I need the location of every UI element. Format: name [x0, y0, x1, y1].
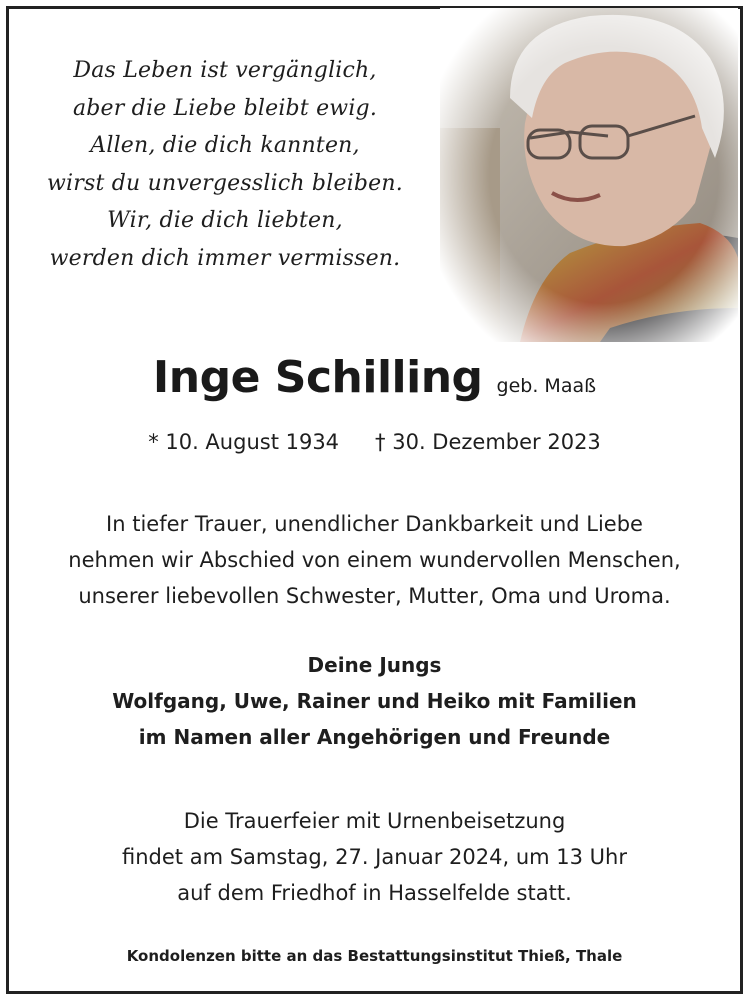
poem-line: werden dich immer vermissen. — [49, 245, 401, 271]
deceased-name-row — [0, 352, 749, 403]
birth-name: geb. Maaß — [496, 375, 597, 397]
farewell-message — [0, 506, 749, 614]
mourners-line: Wolfgang, Uwe, Rainer und Heiko mit Familien — [112, 689, 637, 713]
death-date: † 30. Dezember 2023 — [375, 430, 601, 454]
message-line: nehmen wir Abschied von einem wundervollen Menschen, — [68, 548, 681, 572]
poem-line: wirst du unvergesslich bleiben. — [47, 170, 403, 196]
mourners-list — [0, 647, 749, 755]
poem-line: Das Leben ist vergänglich, — [73, 58, 377, 83]
ceremony-line: auf dem Friedhof in Hasselfelde statt. — [177, 881, 572, 905]
memorial-poem — [20, 52, 430, 277]
ceremony-line: Die Trauerfeier mit Urnenbeisetzung — [183, 809, 566, 833]
birth-date: * 10. August 1934 — [148, 430, 340, 454]
message-line: unserer liebevollen Schwester, Mutter, Oma und Uroma. — [78, 584, 671, 608]
poem-line: Allen, die dich kannten, — [90, 133, 360, 158]
ceremony-line: findet am Samstag, 27. Januar 2024, um 13 Uhr — [122, 845, 627, 869]
ceremony-info — [0, 803, 749, 911]
life-dates — [0, 430, 749, 454]
mourners-line: im Namen aller Angehörigen und Freunde — [138, 725, 611, 749]
poem-line: Wir, die dich liebten, — [107, 208, 343, 233]
portrait-photo — [440, 8, 738, 342]
condolences-note: Kondolenzen bitte an das Bestattungsinstitut Thieß, Thale — [126, 947, 623, 965]
poem-line: aber die Liebe bleibt ewig. — [72, 95, 378, 121]
message-line: In tiefer Trauer, unendlicher Dankbarkeit und Liebe — [106, 512, 643, 536]
mourners-line: Deine Jungs — [307, 653, 442, 677]
deceased-name: Inge Schilling — [152, 352, 483, 403]
